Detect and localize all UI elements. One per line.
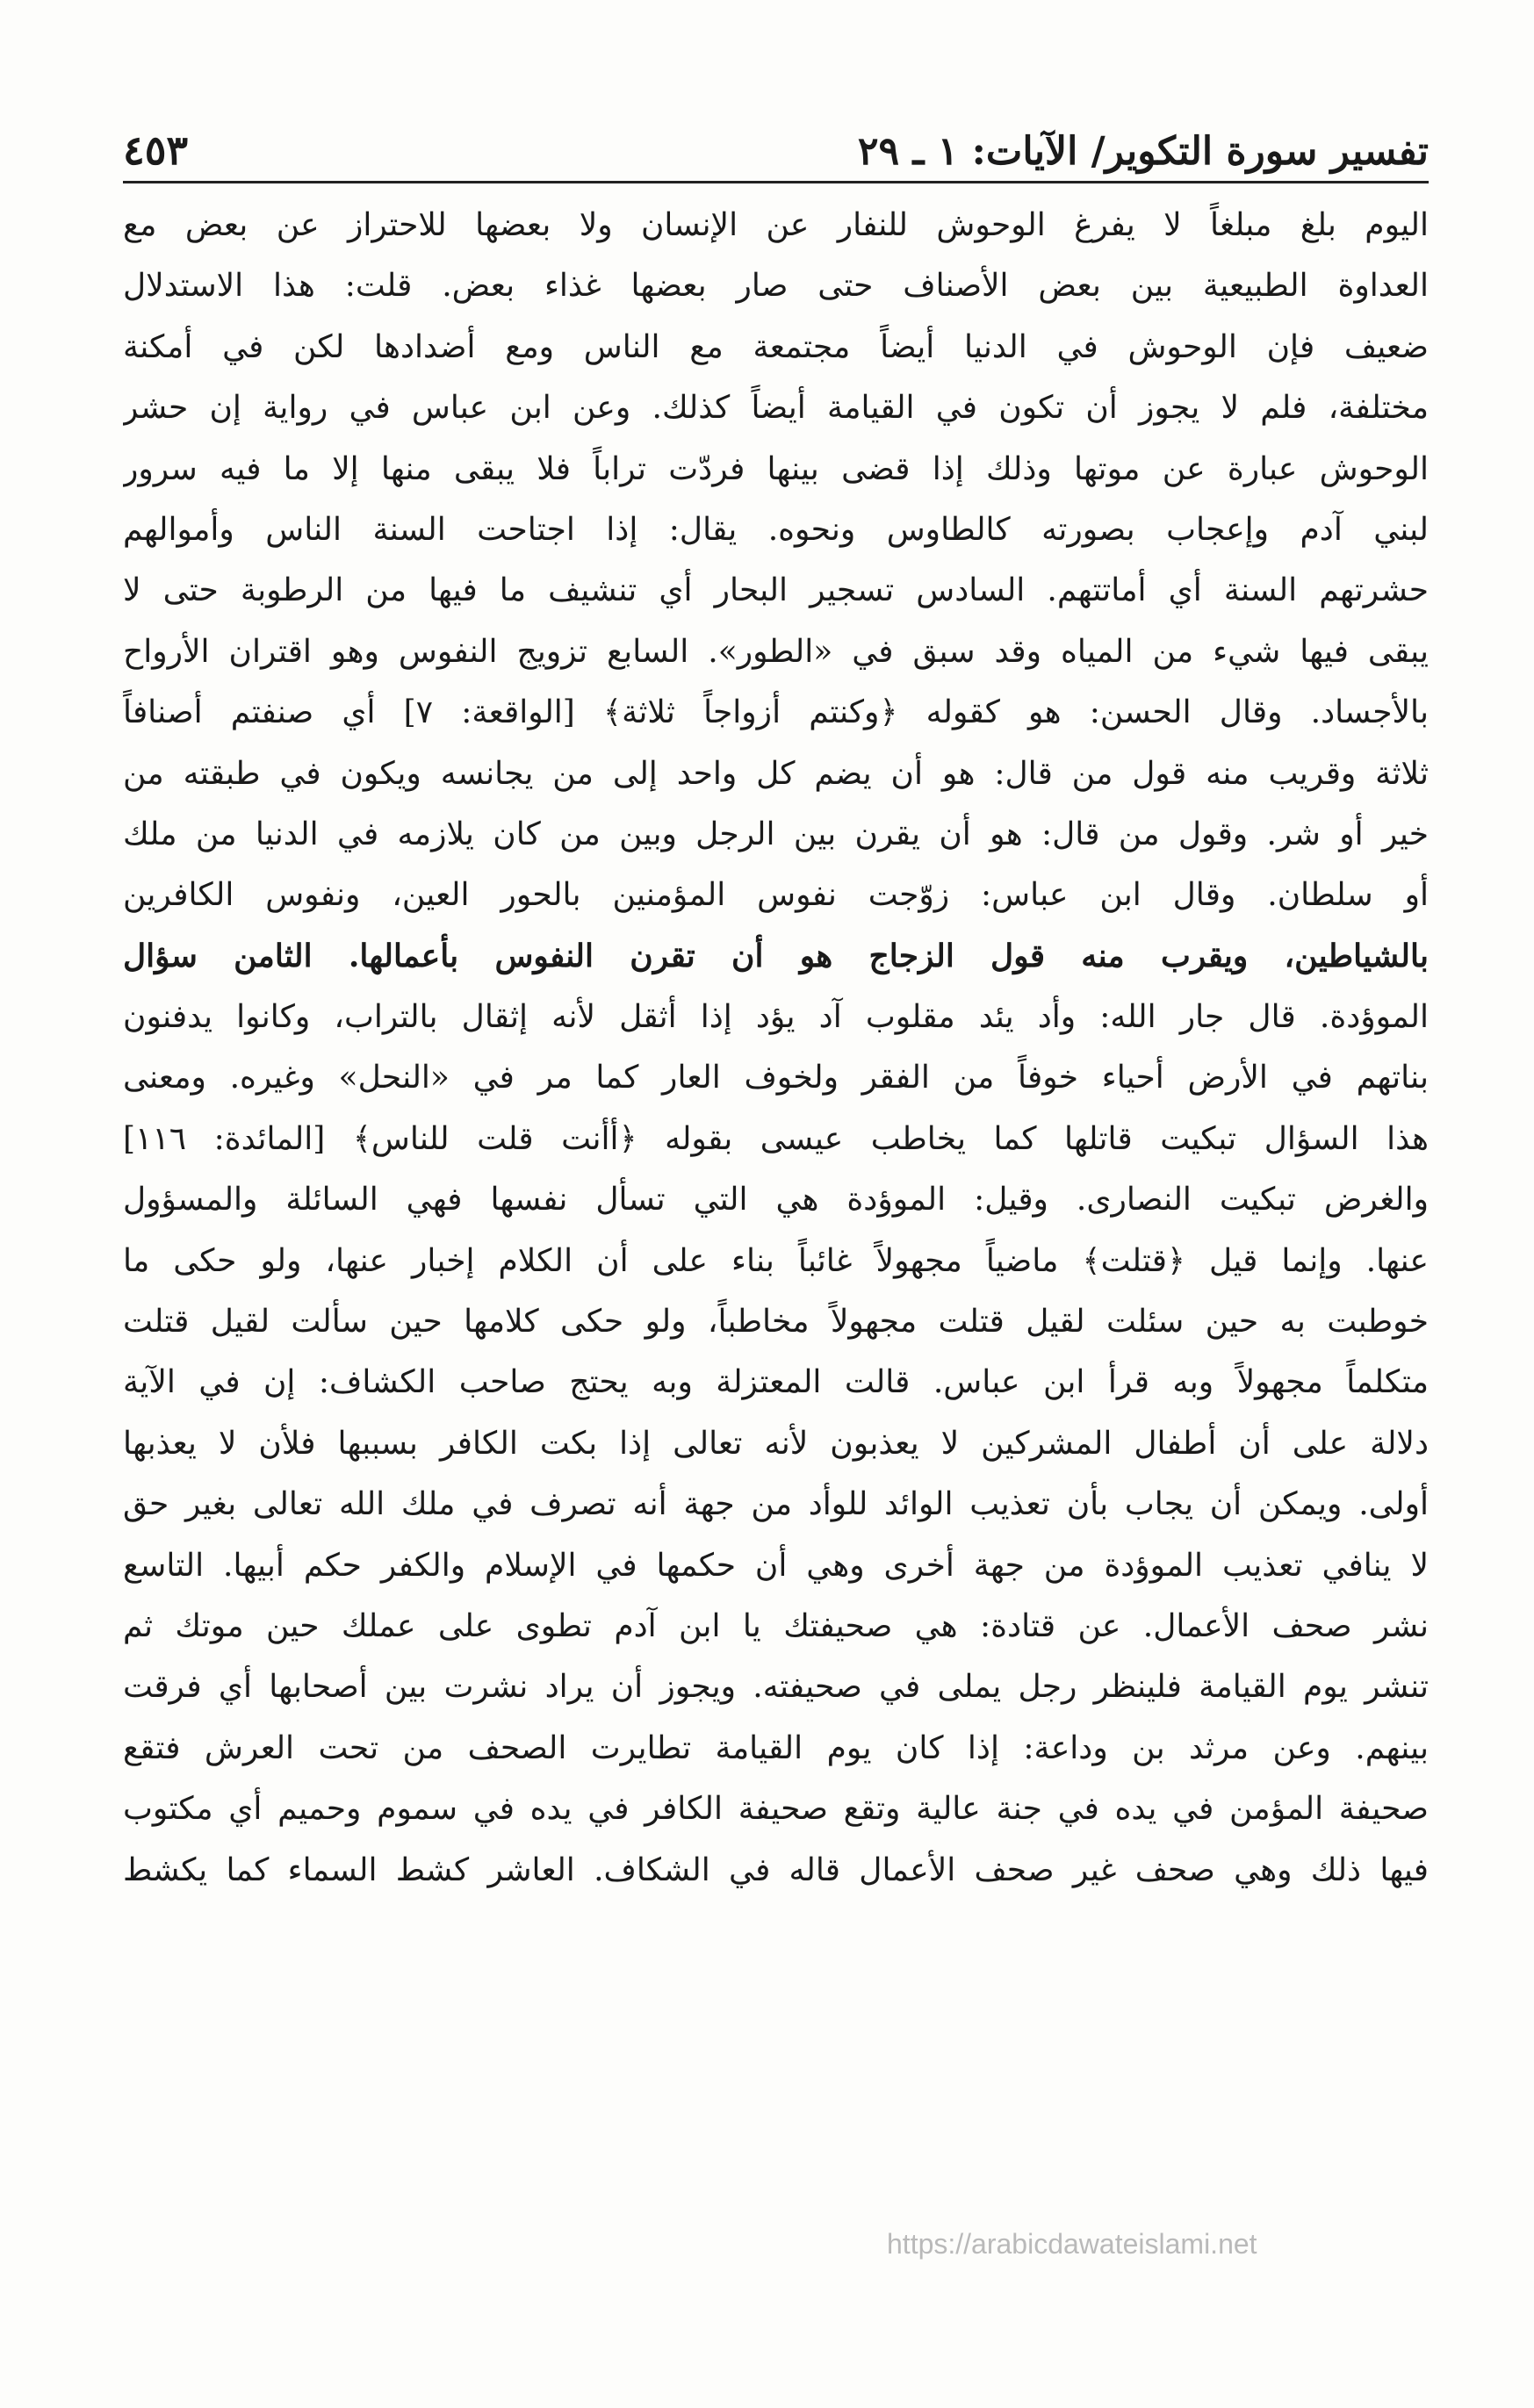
text-line: لبني آدم وإعجاب بصورته كالطاوس ونحوه. يقال: إذا اجتاحت السنة الناس وأموالهم xyxy=(123,511,1429,548)
text-line: الوحوش عبارة عن موتها وذلك إذا قضى بينها فردّت تراباً فلا يبقى منها إلا ما فيه سرور xyxy=(123,450,1429,487)
text-line: حشرتهم السنة أي أماتتهم. السادس تسجير البحار أي تنشيف ما فيها من الرطوبة حتى لا xyxy=(123,572,1429,609)
text-line: أو سلطان. وقال ابن عباس: زوّجت نفوس المؤمنين بالحور العين، ونفوس الكافرين xyxy=(123,877,1429,914)
text-line: بالأجساد. وقال الحسن: هو كقوله ﴿وكنتم أزواجاً ثلاثة﴾ [الواقعة: ٧] أي صنفتم أصنافاً xyxy=(123,694,1429,731)
running-title: تفسير سورة التكوير/ الآيات: ١ ـ ٢٩ xyxy=(857,129,1429,174)
text-line: لا ينافي تعذيب الموؤدة من جهة أخرى وهي أن حكمها في الإسلام والكفر حكم أبيها. التاسع xyxy=(123,1547,1429,1584)
text-line: عنها. وإنما قيل ﴿قتلت﴾ ماضياً مجهولاً غائباً بناء على أن الكلام إخبار عنها، ولو حكى ما xyxy=(123,1242,1429,1279)
text-line: خوطبت به حين سئلت لقيل قتلت مجهولاً مخاطباً، ولو حكى كلامها حين سألت لقيل قتلت xyxy=(123,1304,1429,1341)
text-line: بالشياطين، ويقرب منه قول الزجاج هو أن تقرن النفوس بأعمالها. الثامن سؤال xyxy=(123,937,1429,974)
text-line: خير أو شر. وقول من قال: هو أن يقرن بين الرجل وبين من كان يلازمه في الدنيا من ملك xyxy=(123,816,1429,852)
text-line: العداوة الطبيعية بين بعض الأصناف حتى صار بعضها غذاء بعض. قلت: هذا الاستدلال xyxy=(123,268,1429,305)
text-line: أولى. ويمكن أن يجاب بأن تعذيب الوائد للوأد من جهة أنه تصرف في ملك الله تعالى بغير حق xyxy=(123,1486,1429,1523)
text-line: الموؤدة. قال جار الله: وأد يئد مقلوب آد يؤد إذا أثقل لأنه إثقال بالتراب، وكانوا يدفنون xyxy=(123,999,1429,1036)
text-line: هذا السؤال تبكيت قاتلها كما يخاطب عيسى بقوله ﴿أأنت قلت للناس﴾ [المائدة: ١١٦] xyxy=(123,1120,1429,1157)
body-text xyxy=(123,195,1429,1901)
text-line: ثلاثة وقريب منه قول من قال: هو أن يضم كل واحد إلى من يجانسه ويكون في طبقته من xyxy=(123,755,1429,792)
text-line: يبقى فيها شيء من المياه وقد سبق في «الطور». السابع تزويج النفوس وهو اقتران الأرواح xyxy=(123,633,1429,670)
header-divider xyxy=(123,181,1429,183)
text-line: فيها ذلك وهي صحف غير صحف الأعمال قاله في الشكاف. العاشر كشط السماء كما يكشط xyxy=(123,1851,1429,1888)
text-line: ضعيف فإن الوحوش في الدنيا أيضاً مجتمعة مع الناس ومع أضدادها لكن في أمكنة xyxy=(123,328,1429,365)
text-line: مختلفة، فلم لا يجوز أن تكون في القيامة أيضاً كذلك. وعن ابن عباس في رواية إن حشر xyxy=(123,390,1429,427)
text-line: متكلماً مجهولاً وبه قرأ ابن عباس. قالت المعتزلة وبه يحتج صاحب الكشاف: إن في الآية xyxy=(123,1364,1429,1401)
text-line: اليوم بلغ مبلغاً لا يفرغ الوحوش للنفار عن الإنسان ولا بعضها للاحتراز عن بعض مع xyxy=(123,207,1429,243)
text-line: صحيفة المؤمن في يده في جنة عالية وتقع صحيفة الكافر في يده في سموم وحميم أي مكتوب xyxy=(123,1791,1429,1828)
watermark-url: https://arabicdawateislami.net xyxy=(887,2228,1257,2260)
text-line: دلالة على أن أطفال المشركين لا يعذبون لأنه تعالى إذا بكت الكافر بسببها فلأن لا يعذبها xyxy=(123,1425,1429,1462)
text-line: بناتهم في الأرض أحياء خوفاً من الفقر ولخوف العار كما مر في «النحل» وغيره. ومعنى xyxy=(123,1060,1429,1096)
text-line: تنشر يوم القيامة فلينظر رجل يملى في صحيفته. ويجوز أن يراد نشرت بين أصحابها أي فرقت xyxy=(123,1669,1429,1706)
text-line: نشر صحف الأعمال. عن قتادة: هي صحيفتك يا ابن آدم تطوى على عملك حين موتك ثم xyxy=(123,1607,1429,1644)
running-head xyxy=(123,104,1429,174)
text-line: والغرض تبكيت النصارى. وقيل: الموؤدة هي التي تسأل نفسها فهي السائلة والمسؤول xyxy=(123,1182,1429,1218)
page-number: ٤٥٣ xyxy=(123,126,189,174)
text-line: بينهم. وعن مرثد بن وداعة: إذا كان يوم القيامة تطايرت الصحف من تحت العرش فتقع xyxy=(123,1729,1429,1766)
